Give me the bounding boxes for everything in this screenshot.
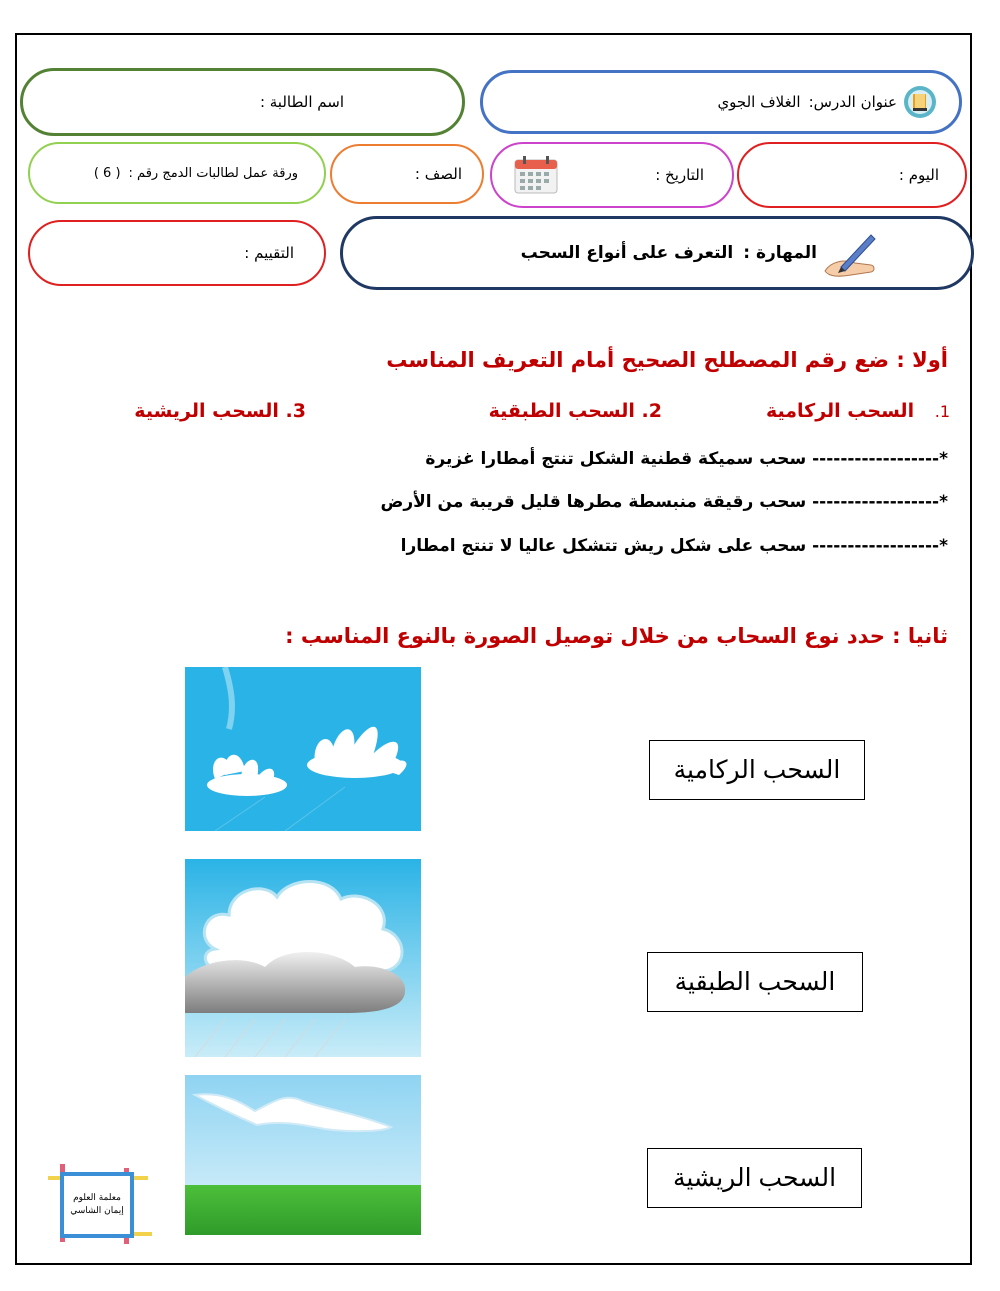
evaluation-label: التقييم : [244, 244, 294, 262]
badge-line1: معلمة العلوم [73, 1193, 121, 1203]
answer-blank[interactable]: *------------------ [812, 492, 948, 512]
section2-title: ثانيا : حدد نوع السحاب من خلال توصيل الصورة بالنوع المناسب : [285, 624, 948, 648]
cloud-image-cumulus[interactable] [185, 859, 421, 1057]
option-label-cirrus: السحب الريشية [672, 1164, 837, 1192]
student-name-field[interactable] [20, 68, 465, 136]
student-name-label: اسم الطالبة : [259, 93, 344, 111]
lesson-title-pill [480, 70, 962, 134]
book-icon [903, 85, 937, 119]
option-box-stratus[interactable] [647, 952, 863, 1012]
term-1 [766, 400, 950, 422]
cloud-image-stratus[interactable] [185, 1075, 421, 1235]
hand-writing-icon [821, 231, 879, 284]
term-1-number: 1. [934, 402, 950, 421]
skill-pill [340, 216, 974, 290]
term-1-text: السحب الركامية [765, 400, 915, 422]
term-2 [489, 400, 662, 422]
teacher-badge [42, 1162, 154, 1246]
skill-value: التعرف على أنواع السحب [520, 243, 734, 263]
definition-text: سحب رقيقة منبسطة مطرها قليل قريبة من الأرض [380, 492, 807, 512]
term-3-text: السحب الريشية [134, 400, 279, 422]
option-label-cumulus: السحب الركامية [673, 756, 841, 784]
day-field[interactable] [737, 142, 967, 208]
option-label-stratus: السحب الطبقية [674, 968, 836, 996]
definition-text: سحب سميكة قطنية الشكل تنتج أمطارا غزيرة [425, 449, 807, 469]
date-label: التاريخ : [655, 166, 704, 184]
worksheet-number-pill [28, 142, 326, 204]
term-2-number: 2. [641, 400, 662, 422]
definition-row [425, 449, 948, 469]
worksheet-number: ( 6 ) [93, 165, 121, 181]
lesson-label: عنوان الدرس: [808, 93, 897, 111]
badge-line2: إيمان الشاسي [70, 1206, 124, 1216]
option-box-cirrus[interactable] [647, 1148, 862, 1208]
grade-field[interactable] [330, 144, 484, 204]
definition-row [401, 536, 948, 556]
grade-label: الصف : [414, 165, 462, 183]
lesson-value: الغلاف الجوي [717, 93, 801, 111]
date-field[interactable] [490, 142, 734, 208]
definition-row [380, 492, 948, 512]
answer-blank[interactable]: *------------------ [812, 536, 948, 556]
worksheet-label: ورقة عمل لطالبات الدمج رقم : [128, 165, 298, 181]
term-3-number: 3. [285, 400, 306, 422]
answer-blank[interactable]: *------------------ [812, 449, 948, 469]
term-2-text: السحب الطبقية [488, 400, 635, 422]
skill-label: المهارة : [743, 243, 817, 263]
evaluation-field[interactable] [28, 220, 326, 286]
option-box-cumulus[interactable] [649, 740, 865, 800]
definition-text: سحب على شكل ريش تتشكل عاليا لا تنتج امطارا [400, 536, 807, 556]
section1-title: أولا : ضع رقم المصطلح الصحيح أمام التعريف المناسب [386, 348, 948, 372]
term-3 [134, 400, 306, 422]
calendar-icon [514, 156, 558, 198]
cloud-image-feathery[interactable] [185, 667, 421, 831]
day-label: اليوم : [898, 166, 939, 184]
